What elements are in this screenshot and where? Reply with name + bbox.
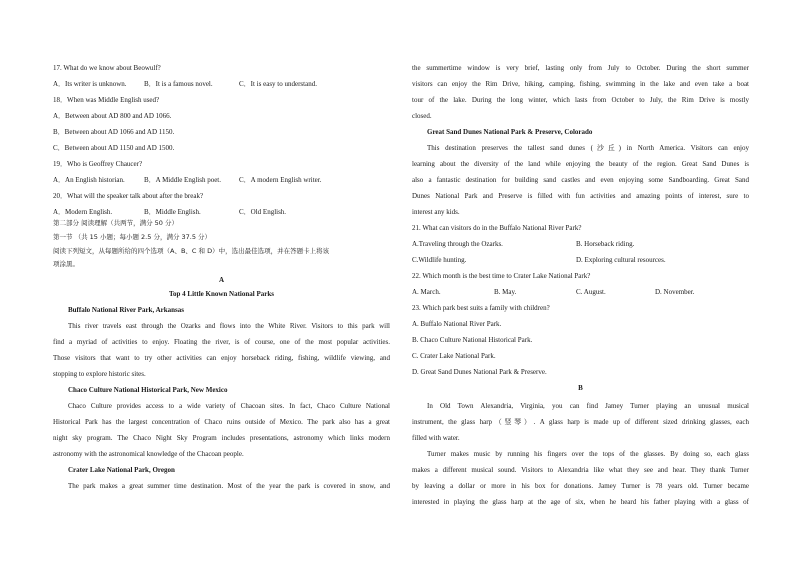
q19-option-a: A．An English historian. [53, 176, 125, 184]
park-2-line-2: Historical Park has the largest concentration of Chaco ruins outside of Mexico. The park also has a great [53, 418, 390, 426]
q22-option-b: B. May. [494, 288, 517, 296]
q20-option-c: C．Old English. [239, 208, 287, 216]
park-2-heading: Chaco Culture National Historical Park, New Mexico [68, 386, 228, 394]
q19-options [53, 176, 390, 185]
park-1-line-2: find a myriad of activities to enjoy. Floating the river, is of course, one of the most popular activities. [53, 338, 390, 346]
passage-b-p1-line-3: filled with water. [412, 434, 460, 442]
park-3-cont-line-3: tour of the lake. During the long winter, which lasts from October to July, the Rim Drive is mostly [412, 96, 749, 104]
q23-option-b: B. Chaco Culture National Historical Park. [412, 336, 533, 344]
q23-option-d: D. Great Sand Dunes National Park & Preserve. [412, 368, 547, 376]
q21-options-row-1 [412, 240, 749, 249]
part-2-heading: 第二部分 阅读理解（共两节，满分 50 分） [53, 219, 178, 227]
question-20: 20．What will the speaker talk about after the break? [53, 192, 204, 200]
park-4-line-4: Dunes National Park and Preserve is filled with fun activities and amazing points of interest, sure to [412, 192, 749, 200]
q21-option-d: D. Exploring cultural resources. [576, 256, 666, 264]
passage-b-p2-line-2: makes a different musical sound. Visitors to Alexandria like what they see and hear. They thank Turner [412, 466, 749, 474]
park-4-line-1: This destination preserves the tallest sand dunes (沙丘) in North America. Visitors can enjoy [427, 144, 749, 152]
section-1-heading: 第一节 （共 15 小题；每小题 2.5 分，满分 37.5 分） [53, 233, 212, 241]
park-1-line-4: stopping to explore historic sites. [53, 370, 146, 378]
park-3-cont-line-1: the summertime window is very brief, lasting only from July to October. During the short summer [412, 64, 749, 72]
q22-option-c: C. August. [576, 288, 606, 296]
q19-option-b: B．A Middle English poet. [144, 176, 221, 184]
q19-option-c: C．A modern English writer. [239, 176, 322, 184]
park-2-line-4: astronomy with the astronomical knowledge of the Chacoan people. [53, 450, 244, 458]
question-23: 23. Which park best suits a family with children? [412, 304, 550, 312]
park-3-line-1: The park makes a great summer time destination. Most of the year the park is covered in snow, and [68, 482, 390, 490]
question-22: 22. Which month is the best time to Crater Lake National Park? [412, 272, 591, 280]
q22-option-d: D. November. [655, 288, 695, 296]
passage-b-letter: B [578, 384, 583, 392]
park-1-line-1: This river travels east through the Ozarks and flows into the White River. Visitors to this park will [68, 322, 390, 330]
q18-option-a: A．Between about AD 800 and AD 1066. [53, 112, 172, 120]
passage-a-title: Top 4 Little Known National Parks [169, 290, 274, 298]
q21-option-c: C.Wildlife hunting. [412, 256, 467, 264]
park-2-line-3: night sky program. The Chaco Night Sky Program includes presentations, astronomy which links modern [53, 434, 390, 442]
q21-option-a: A.Traveling through the Ozarks. [412, 240, 503, 248]
passage-b-p2-line-1: Turner makes music by running his fingers over the tops of the glasses. By doing so, each glass [427, 450, 749, 458]
instructions-line-2: 项涂黑。 [53, 260, 79, 268]
q23-option-c: C. Crater Lake National Park. [412, 352, 496, 360]
passage-a-letter: A [218, 276, 225, 284]
park-2-line-1: Chaco Culture provides access to a wide variety of Chacoan sites. In fact, Chaco Culture National [68, 402, 390, 410]
question-21: 21. What can visitors do in the Buffalo National River Park? [412, 224, 582, 232]
q21-options-row-2 [412, 256, 749, 265]
park-4-heading: Great Sand Dunes National Park & Preserve, Colorado [427, 128, 593, 136]
q18-option-c: C．Between about AD 1150 and AD 1500. [53, 144, 175, 152]
q21-option-b: B. Horseback riding. [576, 240, 635, 248]
instructions-line-1: 阅读下列短文，从每题所给的四个选项（A、B、C 和 D）中，选出最佳选项，并在答题卡上将该 [53, 247, 330, 255]
q18-option-b: B．Between about AD 1066 and AD 1150. [53, 128, 175, 136]
park-4-line-5: interest any kids. [412, 208, 460, 216]
park-4-line-3: also a fantastic destination for building sand castles and even enjoying some Sandboarding. Great Sand [412, 176, 749, 184]
park-3-heading: Crater Lake National Park, Oregon [68, 466, 175, 474]
q17-option-b: B．It is a famous novel. [144, 80, 213, 88]
q22-option-a: A. March. [412, 288, 441, 296]
passage-b-p2-line-3: by leaving a dollar or more in his box for donations. Jamey Turner is 78 years old. Turner became [412, 482, 749, 490]
passage-b-p1-line-1: In Old Town Alexandria, Virginia, you can find Jamey Turner playing an unusual musical [427, 402, 749, 410]
passage-b-p2-line-4: interested in playing the glass harp at the age of six, when he heard his father playing with a glass of [412, 498, 749, 506]
q20-option-b: B．Middle English. [144, 208, 201, 216]
question-18: 18．When was Middle English used? [53, 96, 160, 104]
question-17: 17. What do we know about Beowulf? [53, 64, 161, 72]
q22-options [412, 288, 749, 297]
q20-option-a: A．Modern English. [53, 208, 113, 216]
park-3-cont-line-2: visitors can enjoy the Rim Drive, hiking, camping, fishing, swimming in the lake and even take a boat [412, 80, 749, 88]
passage-b-p1-line-2: instrument, the glass harp（竖琴）. A glass harp is made up of different sized drinking glasses, each [412, 418, 749, 426]
q17-option-c: C．It is easy to understand. [239, 80, 317, 88]
q17-options [53, 80, 390, 89]
q23-option-a: A. Buffalo National River Park. [412, 320, 502, 328]
park-1-heading: Buffalo National River Park, Arkansas [68, 306, 184, 314]
park-1-line-3: Those visitors that want to try other activities can enjoy horseback riding, fishing, wildlife viewing, and [53, 354, 390, 362]
q20-options [53, 208, 390, 217]
question-19: 19．Who is Geoffrey Chaucer? [53, 160, 143, 168]
q17-option-a: A．Its writer is unknown. [53, 80, 127, 88]
park-3-cont-line-4: closed. [412, 112, 432, 120]
park-4-line-2: learning about the diversity of the land while enjoying the beauty of the region. Great Sand Dunes is [412, 160, 749, 168]
